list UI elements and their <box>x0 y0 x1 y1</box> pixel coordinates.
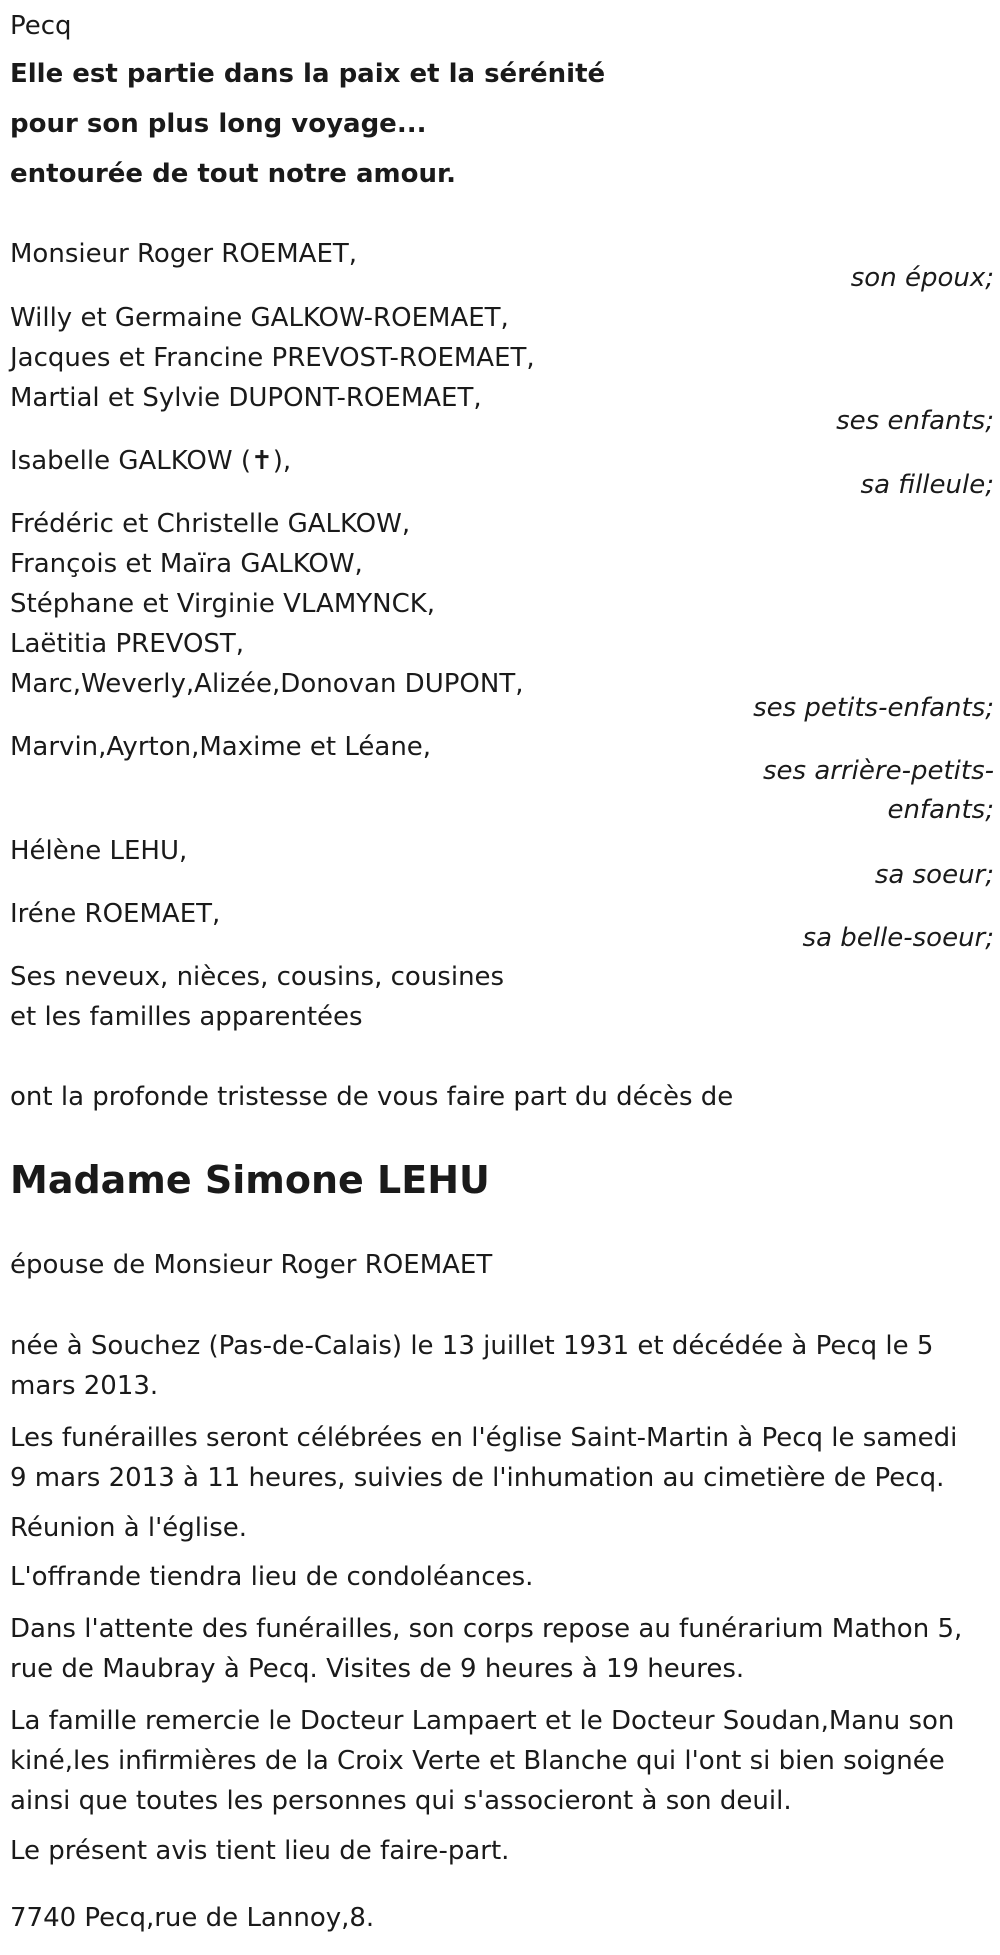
address-line: 7740 Pecq,rue de Lannoy,8. <box>10 1903 375 1933</box>
notice-line: Le présent avis tient lieu de faire-part. <box>10 1836 510 1866</box>
intro-line-2: pour son plus long voyage... <box>10 109 427 139</box>
family-member: Monsieur Roger ROEMAET, <box>10 239 358 269</box>
family-member: Iréne ROEMAET, <box>10 899 221 929</box>
spouse-line: épouse de Monsieur Roger ROEMAET <box>10 1250 493 1280</box>
funeral-line-1: Les funérailles seront célébrées en l'église Saint-Martin à Pecq le samedi <box>10 1423 958 1453</box>
relation-label: sa belle-soeur; <box>802 923 994 953</box>
announcement-text: ont la profonde tristesse de vous faire part du décès de <box>10 1082 734 1112</box>
family-member: François et Maïra GALKOW, <box>10 549 363 579</box>
family-member: Frédéric et Christelle GALKOW, <box>10 509 411 539</box>
family-member: Jacques et Francine PREVOST-ROEMAET, <box>10 343 535 373</box>
deceased-name: Madame Simone LEHU <box>10 1158 490 1202</box>
relation-label: enfants; <box>887 795 994 825</box>
birth-death-line-1: née à Souchez (Pas-de-Calais) le 13 juillet 1931 et décédée à Pecq le 5 <box>10 1331 934 1361</box>
relation-label: ses arrière-petits- <box>763 756 994 786</box>
relation-label: sa filleule; <box>860 470 994 500</box>
family-member: Marvin,Ayrton,Maxime et Léane, <box>10 732 432 762</box>
thanks-line-1: La famille remercie le Docteur Lampaert et le Docteur Soudan,Manu son <box>10 1706 955 1736</box>
relation-label: ses enfants; <box>836 406 994 436</box>
relation-label: son époux; <box>850 263 994 293</box>
thanks-line-3: ainsi que toutes les personnes qui s'associeront à son deuil. <box>10 1786 792 1816</box>
family-member: et les familles apparentées <box>10 1002 363 1032</box>
family-member: Ses neveux, nièces, cousins, cousines <box>10 962 505 992</box>
intro-line-1: Elle est partie dans la paix et la sérénité <box>10 59 606 89</box>
family-member: Isabelle GALKOW (✝), <box>10 446 292 476</box>
birth-death-line-2: mars 2013. <box>10 1371 159 1401</box>
family-member: Stéphane et Virginie VLAMYNCK, <box>10 589 436 619</box>
thanks-line-2: kiné,les infirmières de la Croix Verte et Blanche qui l'ont si bien soignée <box>10 1746 945 1776</box>
funeral-line-2: 9 mars 2013 à 11 heures, suivies de l'inhumation au cimetière de Pecq. <box>10 1463 945 1493</box>
family-member: Laëtitia PREVOST, <box>10 629 245 659</box>
place-heading: Pecq <box>10 11 72 41</box>
visit-line-1: Dans l'attente des funérailles, son corps repose au funérarium Mathon 5, <box>10 1614 963 1644</box>
offering-line: L'offrande tiendra lieu de condoléances. <box>10 1562 534 1592</box>
family-member: Martial et Sylvie DUPONT-ROEMAET, <box>10 383 482 413</box>
family-member: Marc,Weverly,Alizée,Donovan DUPONT, <box>10 669 524 699</box>
meeting-line: Réunion à l'église. <box>10 1513 248 1543</box>
relation-label: ses petits-enfants; <box>753 693 994 723</box>
family-member: Willy et Germaine GALKOW-ROEMAET, <box>10 303 509 333</box>
visit-line-2: rue de Maubray à Pecq. Visites de 9 heures à 19 heures. <box>10 1654 745 1684</box>
family-member: Hélène LEHU, <box>10 836 188 866</box>
intro-line-3: entourée de tout notre amour. <box>10 159 456 189</box>
relation-label: sa soeur; <box>874 860 994 890</box>
